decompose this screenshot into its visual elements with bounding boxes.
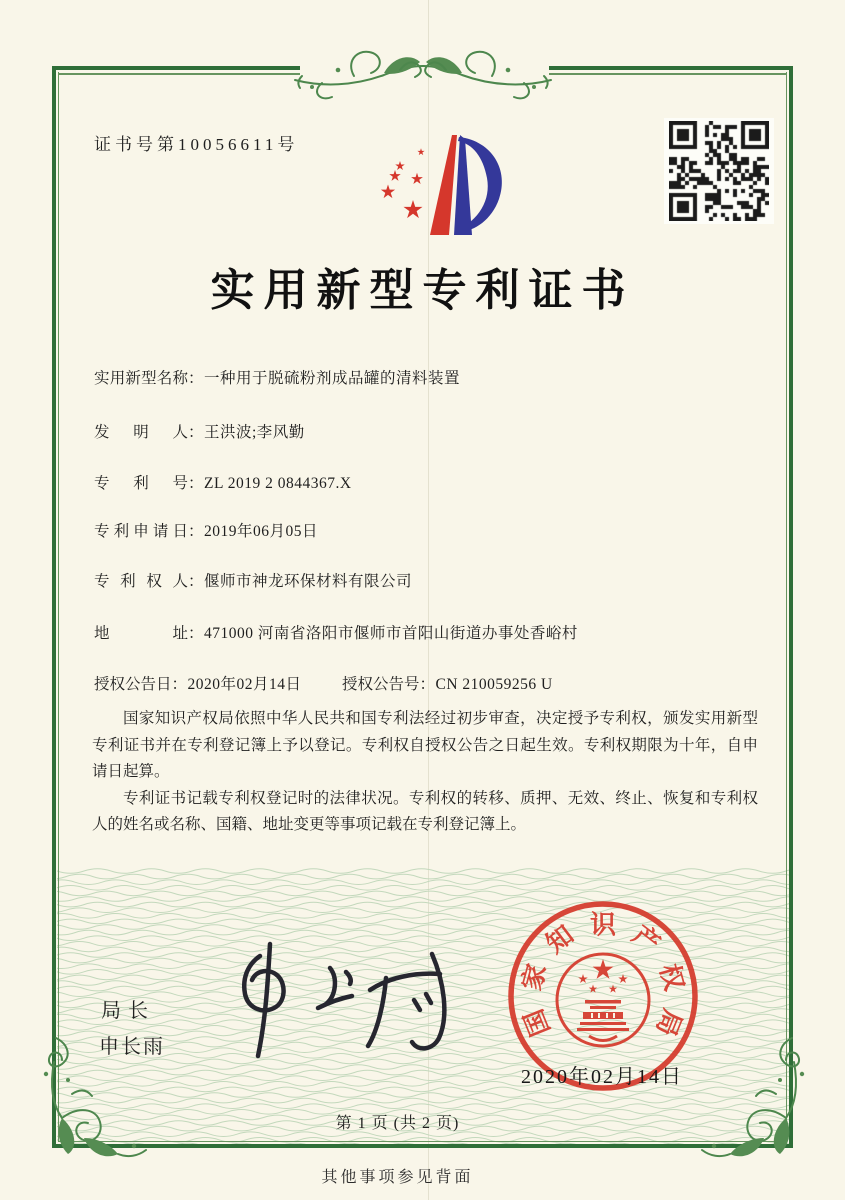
bottom-right-floral-ornament-icon bbox=[698, 1034, 810, 1162]
qr-code-canvas bbox=[669, 121, 769, 221]
field-row-patentee bbox=[94, 569, 412, 591]
field-row-filing-date bbox=[94, 519, 318, 541]
field-colon: ： bbox=[188, 424, 204, 441]
legal-text-block bbox=[92, 706, 758, 839]
signer-title: 局长 bbox=[101, 1000, 155, 1022]
border-top-left-thin-segment bbox=[58, 73, 300, 75]
field-row-grant bbox=[94, 672, 553, 694]
svg-text:识: 识 bbox=[589, 910, 617, 940]
field-value: ZL 2019 2 0844367.X bbox=[204, 475, 352, 492]
seal-date: 2020年02月14日 bbox=[521, 1066, 683, 1088]
field-label: 授权公告日 bbox=[94, 676, 172, 693]
border-top-left-segment bbox=[52, 66, 300, 70]
national-emblem bbox=[557, 954, 649, 1046]
field-colon: ： bbox=[171, 676, 188, 693]
border-top-right-thin-segment bbox=[549, 73, 787, 75]
legal-paragraph: 专利证书记载专利权登记时的法律状况。专利权的转移、质押、无效、终止、恢复和专利权人的姓名或名称、国籍、地址变更等事项记载在专利登记簿上。 bbox=[92, 789, 758, 833]
field-label: 发明人 bbox=[94, 424, 188, 441]
field-value: 一种用于脱硫粉剂成品罐的清料装置 bbox=[204, 370, 461, 387]
field-row-name bbox=[94, 366, 460, 388]
svg-text:权: 权 bbox=[654, 960, 689, 994]
field-colon: ： bbox=[188, 625, 204, 642]
field-value: 2020年02月14日 bbox=[187, 676, 302, 693]
field-row-address bbox=[94, 621, 578, 643]
svg-text:国: 国 bbox=[518, 1005, 556, 1041]
top-center-scroll-ornament-icon bbox=[292, 40, 554, 100]
svg-text:知: 知 bbox=[540, 920, 580, 959]
field-value: 471000 河南省洛阳市偃师市首阳山街道办事处香峪村 bbox=[204, 625, 578, 642]
svg-text:局: 局 bbox=[650, 1005, 688, 1041]
field-colon: ： bbox=[188, 475, 204, 492]
legal-paragraph: 国家知识产权局依照中华人民共和国专利法经过初步审查，决定授予专利权，颁发实用新型专利证书并在专利登记簿上予以登记。专利权自授权公告之日起生效。专利权期限为十年，自申请日起算。 bbox=[92, 710, 758, 780]
signer-name: 申长雨 bbox=[99, 1036, 165, 1058]
field-label: 专利申请日 bbox=[94, 523, 188, 540]
handwritten-signature-icon bbox=[218, 938, 458, 1073]
qr-code bbox=[664, 118, 774, 224]
field-label: 授权公告号 bbox=[342, 676, 420, 693]
field-colon: ： bbox=[188, 523, 204, 540]
svg-text:产: 产 bbox=[626, 920, 666, 959]
cnipa-logo-icon bbox=[353, 131, 509, 237]
field-value: 2019年06月05日 bbox=[204, 523, 319, 540]
certificate-title: 实用新型专利证书 bbox=[210, 266, 635, 315]
back-side-note: 其他事项参见背面 bbox=[321, 1169, 474, 1186]
field-row-patent-number bbox=[94, 471, 352, 493]
field-value: CN 210059256 U bbox=[435, 676, 553, 693]
field-row-inventor bbox=[94, 420, 305, 442]
field-colon: ： bbox=[188, 573, 204, 590]
field-colon: ： bbox=[419, 676, 436, 693]
page-number: 第 1 页 (共 2 页) bbox=[335, 1115, 460, 1132]
field-label: 实用新型名称 bbox=[94, 370, 188, 387]
field-colon: ： bbox=[188, 370, 204, 387]
certificate-number: 证书号第10056611号 bbox=[94, 135, 299, 154]
field-label: 专利权人 bbox=[94, 573, 188, 590]
svg-text:家: 家 bbox=[517, 960, 552, 994]
grant-number-group bbox=[342, 672, 553, 694]
field-label: 地址 bbox=[94, 625, 188, 642]
border-top-right-segment bbox=[549, 66, 793, 70]
field-value: 王洪波;李风勤 bbox=[204, 424, 305, 441]
field-label: 专利号 bbox=[94, 475, 188, 492]
field-value: 偃师市神龙环保材料有限公司 bbox=[204, 573, 413, 590]
